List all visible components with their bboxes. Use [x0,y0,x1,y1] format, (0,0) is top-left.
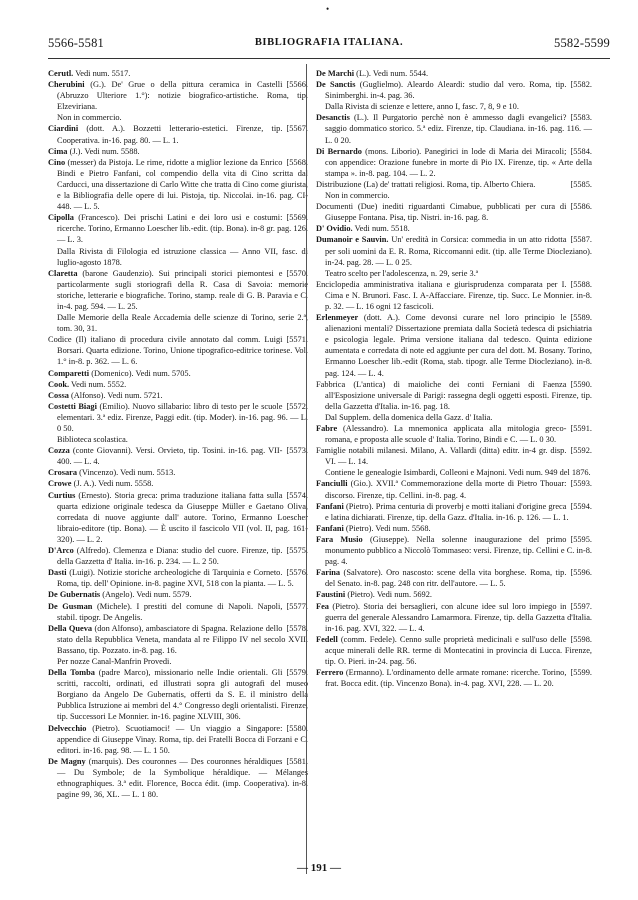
entry-text: (Alfonso). Vedi num. 5721. [70,390,163,400]
entry-number: [5596. [570,568,592,578]
entry-heading: Cima [48,146,68,156]
bibliography-entry [48,445,308,467]
entry-number: [5597. [570,601,592,611]
entry-heading: Fanfani [316,501,344,511]
entry-text: (marquis). Des couronnes — Des couronnes héraldiques — Du Symbole; de la Symbolique héraldique. — Mélanges ethnographiques. 3.ª edit. Florence, Bocca édit. (imp. Cooperativa). in-8. pagine 99, 36, XL. — L. 1 80. [57,756,308,800]
entry-text: (Luigi). Notizie storiche archeologiche di Tarquinia e Corneto. Roma, tip. dell' Opinione. in-8. pagine XVI, 518 con la pianta. — L. 5. [57,568,294,589]
bibliography-entry [316,423,592,445]
entry-number: [5571. [286,335,308,345]
bibliography-entry [316,312,592,379]
bibliography-entry [48,368,308,379]
header-left-range: 5566-5581 [48,36,104,50]
header-title: BIBLIOGRAFIA ITALIANA. [254,37,404,48]
bibliography-entry [316,112,592,145]
entry-heading: Curtius [48,490,76,500]
entry-note: Contiene le genealogie Isimbardi, Colleoni e Majnoni. Vedi num. 949 del 1876. [325,468,591,478]
entry-text: Fabbrica (L'antica) di maioliche dei conti Ferniani di Faenza all'Esposizione universale di Parigi: rassegna degli oggetti esposti. Firenze, tip. della Gazzetta d'Italia. in-16. pag. 18. [316,379,592,411]
entry-text: (J. A.). Vedi num. 5558. [73,479,154,489]
entry-heading: Faustini [316,590,346,600]
bibliography-entry [316,201,592,223]
entry-heading: Farina [316,568,341,578]
entry-number: [5592. [570,446,592,456]
entry-heading: Cino [48,157,66,167]
entry-number: [5599. [570,668,592,678]
entry-text: (messer) da Pistoja. Le rime, ridotte a miglior lezione da Enrico Bindi e Pietro Fanfani, col compendio della vita di Cino scritta dal Carducci, una dissertazione di Carlo Witte che tratta di Cino come giurista, e la Bibliografia delle opere di lui. Pistoja, tip. Niccolai. in-16. pag. CI-448. — L. 5. [57,157,308,212]
bibliography-entry [316,379,592,412]
entry-heading: Erlenmeyer [316,313,359,323]
entry-text: (G.). De' Grue o della pittura ceramica in Castelli (Abruzzo Ulteriore 1.°): notizie biografico-artistiche. Roma, tip. Elzeviriana. [57,80,308,112]
entry-number: [5586. [570,202,592,212]
bibliography-entry [48,490,308,545]
entry-text: (Pietro). Vedi num. 5568. [345,523,431,533]
entry-text: (Alfredo). Clemenza e Diana: studio del cuore. Firenze, tip. della Gazzetta d' Italia. in-16. p. 234. — L. 2 50. [57,546,283,567]
bibliography-entry [316,501,592,523]
entry-number: [5577. [286,601,308,611]
bibliography-entry [48,268,308,312]
entry-text: (Giuseppe). Nella solenne inaugurazione del primo monumento pubblico a Niccolò Tommaseo: versi. Firenze, tip. Cellini e C. in-8. pag. 4. [325,534,592,567]
entry-heading: Cozza [48,446,70,456]
entry-text: (Gio.). XVII.ª Commemorazione della morte di Pietro Thouar: discorso. Firenze, tip. Cellini. in-8. pag. 4. [325,479,567,500]
entry-text: (Angelo). Vedi num. 5579. [102,590,192,600]
entry-text: Enciclopedia amministrativa italiana e giurisprudenza comparata per I. Cima e N. Brunori. Fasc. I. A-Affacciare. Firenze, tip. Succ. Le Monnier. in-8. p. 32. — L. 16 ogni 12 fascicoli. [316,279,592,311]
entry-text: (Salvatore). Oro nascosto: scene della vita borghese. Roma, tip. del Senato. in-8. pag. 248 con ritr. dell'autore. — L. 5. [325,568,567,589]
entry-heading: Fara Musio [316,534,363,544]
bibliography-entry [48,723,308,756]
entry-heading: Desanctis [316,113,350,123]
entry-note: Dal Supplem. della domenica della Gazz. d' Italia. [325,412,493,422]
entry-number: [5595. [570,534,592,544]
entry-text: (Ernesto). Storia greca: prima traduzione italiana fatta sulla quarta edizione originale tedesca da Giuseppe Müller e Gaetano Oliva, corredata di nuove aggiunte dall' autore. Torino, Ermanno Loescher libraio-editore (tip. Bona). — È uscito il fascicolo VII (vol. II, pag. 161-320). — L. 2. [57,490,308,544]
entry-number: [5575. [286,546,308,556]
entry-text: (L.). Il Purgatorio perchè non è ammesso dagli evangelici? saggio dommatico storico. 5.ª ediz. Firenze, tip. Claudiana. in-16. pag. 116. — L. 0 20. [325,113,592,145]
entry-heading: De Sanctis [316,80,356,90]
entry-number: [5573. [286,446,308,456]
entry-heading: Fabre [316,424,338,433]
entry-heading: Dumanoir e Sauvin. [316,235,389,245]
entry-text: Vedi num. 5552. [71,379,127,389]
entry-number: [5567. [286,124,308,134]
entry-text: (Pietro). Vedi num. 5692. [347,590,432,600]
entry-number: [5569. [286,213,308,223]
running-header [48,36,610,56]
left-column [48,68,308,800]
bibliography-entry [48,123,308,145]
bibliography-entry [316,601,592,634]
entry-text: Vedi num. 5517. [75,69,131,78]
column-divider [306,64,307,874]
entry-heading: Cipolla [48,213,74,223]
bibliography-entry [48,623,308,656]
entry-heading: Di Bernardo [316,146,362,156]
entry-heading: Fea [316,601,329,611]
entry-number: [5574. [286,490,308,500]
entry-note: Non in commercio. [57,113,122,123]
entry-text: (padre Marco), missionario nelle Indie orientali. Gli scritti, raccolti, ordinati, ed illustrati sopra gli autografi del museo Borgiano da Angelo De Gubernatis, offerti da S. E. il ministro della Pubblica Istruzione ai membri del 4.° Congresso degli orientalisti. Firenze, tip. Successori Le Monnier. in-16. pagine XLVIII, 306. [57,668,308,722]
entry-heading: D'Arco [48,546,74,556]
entry-heading: De Marchi [316,69,355,78]
entry-number: [5598. [570,634,592,644]
entry-heading: Fedell [316,634,338,644]
entry-note: Dalle Memorie della Reale Accademia delle scienze di Torino, serie 2.ª, tom. 30, 31. [57,313,308,334]
bibliography-entry [48,756,308,800]
entry-text: (dott. A.). Come devonsi curare nel loro principio le alienazioni mentali? Dissertazione premiata dalla Società tedesca di psichiatria e psicologia legale. Prima versione italiana dal tedesco. Quinta edizione aumentata e corredata di note ed aggiunte per cura del dott. M. Bosany. Torino, Ermanno Loescher lib.-edit (Roma, stab. tipogr. alle Terme Diocleziano). in-8. pag. 124. — L. 4. [325,313,592,378]
bibliography-entry [316,589,592,600]
entry-number: [5593. [570,479,592,489]
entry-text: (J.). Vedi num. 5588. [69,146,140,156]
entry-text: (Pietro). Storia dei bersaglieri, con alcune idee sul loro impiego in guerra del generale Alessandro Lamarmora. Firenze, tip. della Gazzetta d'Italia. in-16. pag. XVI, 322. — L. 4. [325,601,592,633]
entry-text: (Pietro). Scuotiamoci! — Un viaggio a Singapore: appendice di Giuseppe Vinay. Roma, tip. dei Fratelli Bocca di Forzani e C. editori. in-16. pag. 98. — L. 1 50. [57,723,308,755]
entry-text: (Alessandro). La mnemonica applicata alla mitologia greco-romana, e proposta alle scuole d' Italia. Torino, Bindi e C. — L. 0 30. [325,424,567,445]
entry-text: (Domenico). Vedi num. 5705. [91,368,191,378]
entry-text: (don Alfonso), ambasciatore di Spagna. Relazione dello stato della Repubblica Veneta, mandata al re Filippo IV nel secolo XVII. Bassano, tip. Pozzato. in-8. pag. 16. [57,623,308,655]
entry-number: [5585. [570,179,592,189]
entry-text: Distribuzione (La) de' trattati religiosi. Roma, tip. Alberto Chiera. [316,179,536,189]
page-number: — 191 — [297,862,341,874]
entry-text: Documenti (Due) inediti riguardanti Cimabue, pubblicati per cura di Giuseppe Fontana. Pisa, tip. Nistri. in-16. pag. 8. [316,202,567,223]
bibliography-entry [316,445,592,467]
entry-number: [5570. [286,268,308,278]
entry-number: [5572. [286,401,308,411]
bibliography-entry [48,478,308,489]
entry-heading: Crowe [48,479,72,489]
header-rule [48,58,610,59]
entry-text: (Michele). I prestiti del comune di Napoli. Napoli, stabil. tipogr. De Angelis. [57,601,283,622]
entry-text: Codice (Il) italiano di procedura civile annotato dal comm. Luigi Borsari. Quarta edizione. Torino, Unione tipografico-editrice torinese. Vol. 1.° in-8. p. 362. — L. 6. [48,335,308,367]
entry-note: Biblioteca scolastica. [57,435,128,445]
entry-heading: Della Queva [48,623,93,633]
entry-text: Famiglie notabili milanesi. Milano, A. Vallardi (ditta) editr. in-4 gr. disp. VI. — L. 14. [316,446,567,467]
bibliography-entry [316,478,592,500]
entry-text: (Francesco). Dei prischi Latini e dei loro usi e costumi: ricerche. Torino, Ermanno Loescher lib.-edit. (tip. Bona). in-8 gr. pag. 126. — L. 3. [57,213,308,245]
entry-heading: D' Ovidio. [316,224,353,234]
entry-heading: Costetti Biagi [48,401,97,411]
bibliography-entry [316,68,592,79]
entry-heading: De Gubernatis [48,590,101,600]
entry-heading: Cook. [48,379,70,389]
entry-number: [5566. [286,80,308,90]
entry-text: (mons. Liborio). Panegirici in lode di Maria dei Miracoli; con appendice: Orazione funebre in morte di Pio IX. Firenze, tip. « Arte della stampa ». in-8. pag. 104. — L. 2. [325,146,592,178]
bibliography-entry [316,523,592,534]
bibliography-entry [316,667,592,689]
bibliography-entry [48,68,308,79]
bibliography-entry [48,379,308,390]
entry-number: [5594. [570,501,592,511]
entry-number: [5588. [570,279,592,289]
entry-note: Teatro scelto per l'adolescenza, n. 29, serie 3.ª [325,268,479,278]
bibliography-entry [316,567,592,589]
bibliography-entry [316,234,592,267]
entry-note: Per nozze Canal-Manfrin Provedi. [57,656,172,666]
bibliography-entry [316,534,592,567]
bibliography-entry [48,589,308,600]
bibliography-entry [48,212,308,245]
bibliography-entry [316,223,592,234]
entry-text: (L.). Vedi num. 5544. [356,69,429,78]
entry-text: (comm. Fedele). Cenno sulle proprietà medicinali e sull'uso delle acque minerali delle RR. terme di Montecatini in provincia di Lucca. Firenze, tip. O. Pieri. in-24. pag. 56. [325,634,592,666]
bibliography-entry [48,79,308,112]
entry-text: (Guglielmo). Aleardo Aleardi: studio dal vero. Roma, tip. Sinimberghi. in-4. pag. 36. [325,80,567,101]
bibliography-entry [48,157,308,212]
entry-heading: Ciardini [48,124,79,134]
entry-heading: Crosara [48,468,78,478]
entry-heading: Dasti [48,568,67,578]
entry-heading: De Gusman [48,601,93,611]
entry-number: [5578. [286,623,308,633]
entry-heading: Della Tomba [48,668,95,678]
entry-heading: Delvecchio [48,723,87,733]
entry-text: (Vincenzo). Vedi num. 5513. [79,468,176,478]
entry-number: [5590. [570,379,592,389]
bibliography-entry [316,79,592,101]
entry-number: [5580. [286,723,308,733]
entry-heading: Ferrero [316,668,344,678]
entry-number: [5581. [286,756,308,766]
entry-text: (barone Gaudenzio). Sui principali storici piemontesi e particolarmente sugli storiografi della R. Casa di Savoia: memorie storiche, letterarie e biografiche. Torino, stamp. reale di G. B. Paravia e C. in-4. pag. 594. — L. 25. [57,268,308,311]
entry-note: Dalla Rivista di Filologia ed istruzione classica — Anno VII, fasc. di luglio-agosto 1878. [57,246,308,267]
entry-number: [5584. [570,146,592,156]
entry-text: Vedi num. 5518. [354,224,410,234]
right-column [316,68,592,689]
bibliography-entry [316,179,592,190]
entry-number: [5579. [286,668,308,678]
entry-note: Dalla Rivista di scienze e lettere, anno I, fasc. 7, 8, 9 e 10. [325,102,519,112]
bibliography-entry [48,667,308,722]
entry-text: (Ermanno). L'ordinamento delle armate romane: ricerche. Torino, frat. Bocca edit. (tip. Vincenzo Bona). in-4. pag. XVI, 228. — L. 20. [325,668,567,689]
bibliography-entry [48,467,308,478]
bibliography-entry [48,146,308,157]
bibliography-entry [48,390,308,401]
entry-number: [5576. [286,568,308,578]
entry-heading: Claretta [48,268,78,278]
header-right-range: 5582-5599 [554,36,610,50]
header-dot: • [326,4,330,14]
entry-heading: Cerutl. [48,69,74,78]
bibliography-entry [48,401,308,434]
entry-text: (dott. A.). Bozzetti letterario-estetici. Firenze, tip. Cooperativa. in-16. pag. 80. — L. 1. [57,124,283,145]
entry-heading: Fanfani [316,523,344,533]
entry-heading: Fanciulli [316,479,348,489]
entry-number: [5582. [570,80,592,90]
entry-number: [5591. [570,424,592,433]
entry-number: [5589. [570,313,592,323]
entry-number: [5583. [570,113,592,123]
bibliography-entry [316,634,592,667]
bibliography-entry [48,334,308,367]
entry-number: [5587. [570,235,592,245]
entry-heading: De Magny [48,756,86,766]
entry-heading: Cherubini [48,80,85,90]
bibliography-entry [48,567,308,589]
bibliography-entry [316,279,592,312]
bibliography-entry [48,545,308,567]
entry-text: Un' eredità in Corsica: commedia in un atto ridotta per soli uomini da E. R. Roma, Riccomanni edit. (tip. alle Terme Diocleziano). in-24. pag. 28. — L. 0 25. [325,235,592,267]
entry-heading: Comparetti [48,368,90,378]
bibliography-entry [316,146,592,179]
entry-text: (Pietro). Prima centuria di proverbj e motti italiani d'origine greca e latina dichiarati. Firenze, tip. della Gazz. d'Italia. in-16. p. 126. — L. 1. [325,501,569,522]
entry-text: (Emilio). Nuovo sillabario: libro di testo per le scuole elementari. 3.ª ediz. Firenze, Paggi edit. (tip. Moder). in-16. pag. 96. — L. 0 50. [57,401,308,433]
entry-heading: Cossa [48,390,69,400]
entry-note: Non in commercio. [325,191,390,201]
entry-text: (conte Giovanni). Versi. Orvieto, tip. Tosini. in-16. pag. VII-400. — L. 4. [57,446,283,467]
bibliography-entry [48,601,308,623]
entry-number: [5568. [286,157,308,167]
